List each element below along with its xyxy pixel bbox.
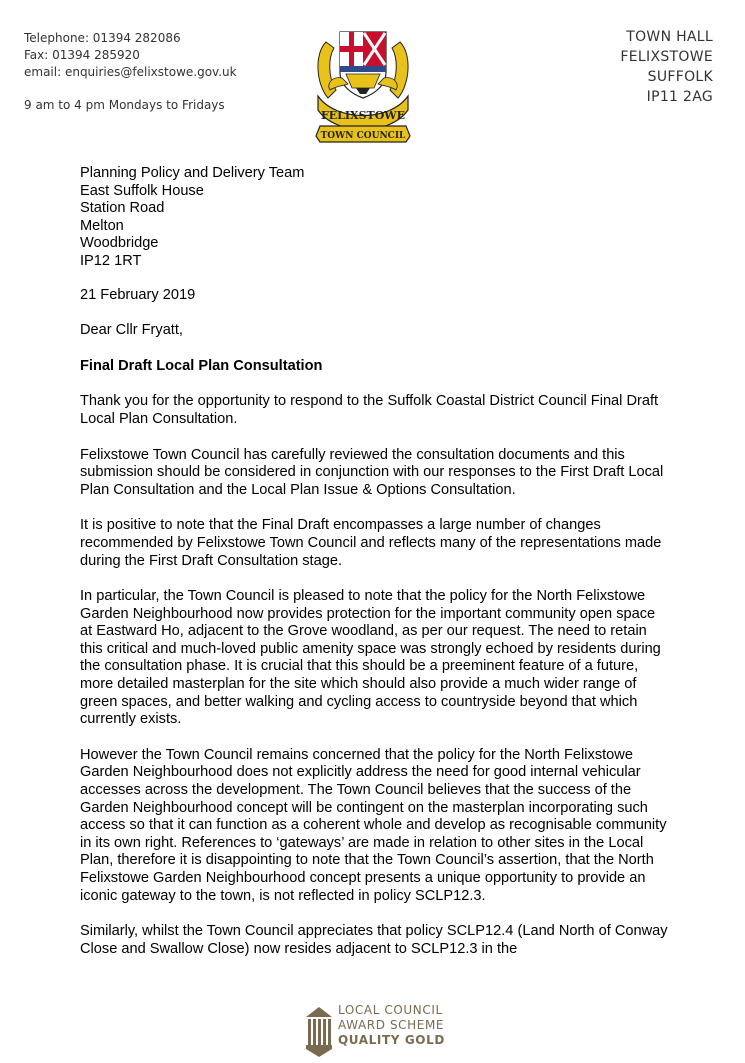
fax-text: Fax: 01394 285920 (24, 48, 140, 62)
telephone-text: Telephone: 01394 282086 (24, 31, 181, 45)
address-line: TOWN HALL (626, 29, 713, 45)
badge-line: QUALITY GOLD (338, 1033, 445, 1047)
award-pillars-icon (304, 1003, 334, 1057)
recipient-line: East Suffolk House (80, 182, 204, 199)
paragraph: Felixstowe Town Council has carefully reviewed the consultation documents and this submission should be considered in conjunction with our responses to the First Draft Local Plan Consultation and the Local Plan Issue & Options Consultation. (80, 446, 664, 498)
town-council-crest (312, 24, 414, 144)
crest-icon (312, 24, 414, 144)
email-text[interactable]: email: enquiries@felixstowe.gov.uk (24, 65, 237, 79)
crest-bottom-banner: TOWN COUNCIL (320, 131, 406, 141)
letter-subject: Final Draft Local Plan Consultation (80, 357, 323, 374)
address-line: SUFFOLK (647, 69, 713, 85)
badge-line: LOCAL COUNCIL (338, 1003, 443, 1017)
office-hours-text: 9 am to 4 pm Mondays to Fridays (24, 98, 225, 112)
recipient-line: Woodbridge (80, 235, 159, 252)
address-line: IP11 2AG (646, 89, 713, 105)
quality-gold-badge (304, 1003, 474, 1057)
paragraph: Thank you for the opportunity to respond to the Suffolk Coastal District Council Final Draft Local Plan Consultation. (80, 393, 659, 427)
paragraph: It is positive to note that the Final Draft encompasses a large number of changes recommended by Felixstowe Town Council and reflects many of the representations made during the First Draft Consultation stage. (80, 517, 662, 569)
letter-body (80, 165, 670, 976)
recipient-address (80, 165, 670, 271)
town-hall-address (620, 27, 713, 107)
recipient-line: Planning Policy and Delivery Team (80, 165, 305, 181)
paragraph: In particular, the Town Council is pleased to note that the policy for the North Felixstowe Garden Neighbourhood now provides protection for the important community open space at Eastward Ho, adjacent to the Grove woodland, as per our request. The need to retain this critical and much-loved public amenity space was strongly echoed by residents during the consultation phase. It is crucial that this should be a preeminent feature of a future, more detailed masterplan for the site which should also provide a much wider range of green spaces, and better walking and cycling access to countryside beyond that which currently exists. (80, 588, 661, 728)
paragraph: However the Town Council remains concerned that the policy for the North Felixstowe Garden Neighbourhood does not explicitly address the need for good internal vehicular accesses across the development. The Town Council believes that the success of the Garden Neighbourhood concept will be contingent on the masterplan incorporating such access so that it can function as a coherent whole and develop as recognisable community in its own right. References to ‘gateways’ are made in relation to other sites in the Local Plan, therefore it is disappointing to note that the Town Council’s assertion, that the North Felixstowe Garden Neighbourhood concept presents a unique opportunity to provide an iconic gateway to the town, is not reflected in policy SCLP12.3. (80, 746, 667, 904)
recipient-line: Station Road (80, 200, 165, 217)
crest-top-banner: FELIXSTOWE (320, 109, 406, 122)
recipient-line: IP12 1RT (80, 252, 142, 269)
badge-line: AWARD SCHEME (338, 1018, 445, 1032)
contact-details (24, 30, 237, 114)
paragraph: Similarly, whilst the Town Council appreciates that policy SCLP12.4 (Land North of Conway Close and Swallow Close) now resides adjacent to SCLP12.3 in the (80, 923, 668, 957)
letter-date: 21 February 2019 (80, 286, 196, 303)
salutation: Dear Cllr Fryatt, (80, 322, 183, 339)
address-line: FELIXSTOWE (620, 49, 713, 65)
recipient-line: Melton (80, 217, 124, 234)
badge-text (338, 1003, 445, 1048)
